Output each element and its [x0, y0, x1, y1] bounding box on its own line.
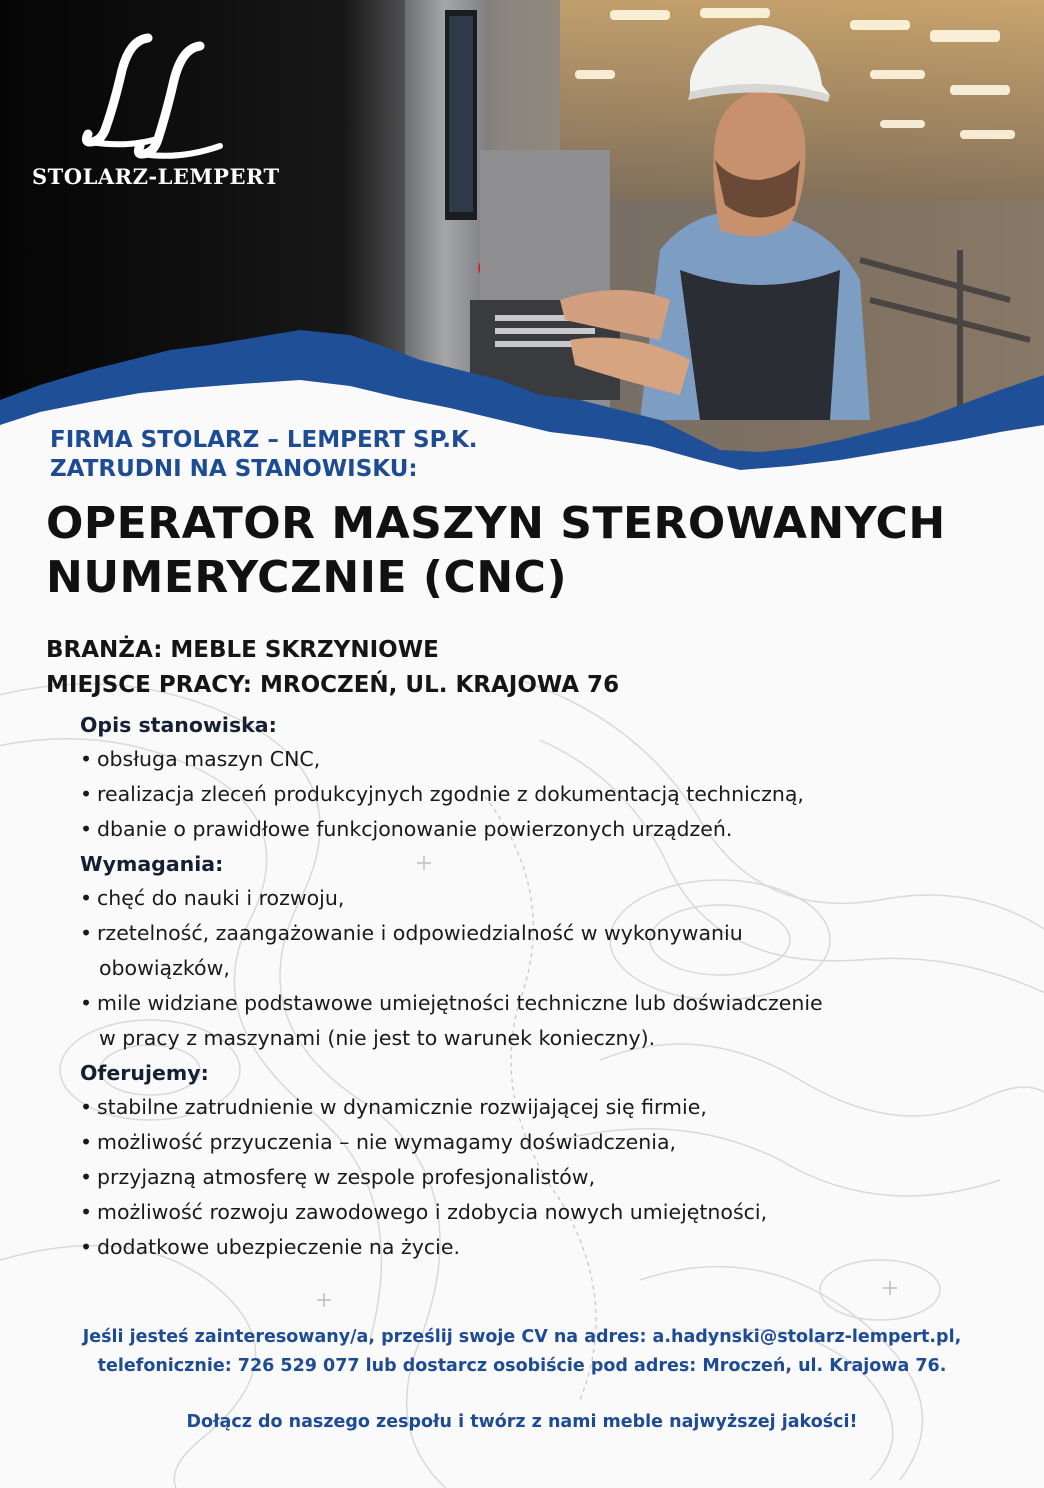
location-text: MIEJSCE PRACY: MROCZEŃ, UL. KRAJOWA 76	[46, 672, 620, 698]
bullet-icon: •	[80, 1200, 93, 1224]
requirements-heading: Wymagania:	[80, 852, 224, 876]
job-title-line-2: NUMERYCZNIE (CNC)	[46, 552, 568, 603]
intro-line-company: FIRMA STOLARZ – LEMPERT SP.K.	[50, 427, 478, 453]
contact-line-email: Jeśli jesteś zainteresowany/a, prześlij swoje CV na adres: a.hadynski@stolarz-lempert.pl,	[82, 1327, 962, 1347]
description-heading: Opis stanowiska:	[80, 713, 277, 737]
list-item: • chęć do nauki i rozwoju,	[80, 881, 823, 916]
logo-wordmark: STOLARZ-LEMPERT	[32, 164, 280, 189]
list-item: • dbanie o prawidłowe funkcjonowanie powierzonych urządzeń.	[80, 812, 823, 847]
intro-line-hiring: ZATRUDNI NA STANOWISKU:	[50, 456, 418, 482]
bullet-icon: •	[80, 1235, 93, 1259]
bullet-icon: •	[80, 747, 93, 771]
list-item: • obsługa maszyn CNC,	[80, 742, 823, 777]
list-item: • mile widziane podstawowe umiejętności techniczne lub doświadczenie w pracy z maszynami (nie jest to warunek konieczny).	[80, 986, 823, 1056]
job-title-line-1: OPERATOR MASZYN STEROWANYCH	[46, 498, 946, 549]
logo-monogram-icon	[60, 30, 260, 170]
list-item: • dodatkowe ubezpieczenie na życie.	[80, 1230, 823, 1265]
job-details	[80, 708, 823, 1265]
list-item: • stabilne zatrudnienie w dynamicznie rozwijającej się firmie,	[80, 1090, 823, 1125]
contact-line-phone: telefonicznie: 726 529 077 lub dostarcz osobiście pod adres: Mroczeń, ul. Krajowa 76.	[97, 1356, 947, 1376]
industry-text: BRANŻA: MEBLE SKRZYNIOWE	[46, 637, 439, 663]
list-item: • możliwość przyuczenia – nie wymagamy doświadczenia,	[80, 1125, 823, 1160]
bullet-icon: •	[80, 921, 93, 945]
bullet-icon: •	[80, 991, 93, 1015]
job-meta	[46, 633, 619, 703]
page-title	[46, 497, 1036, 605]
bullet-icon: •	[80, 1130, 93, 1154]
contact-info	[0, 1323, 1044, 1381]
bullet-icon: •	[80, 1095, 93, 1119]
bullet-icon: •	[80, 817, 93, 841]
list-item: • rzetelność, zaangażowanie i odpowiedzialność w wykonywaniu obowiązków,	[80, 916, 823, 986]
bullet-icon: •	[80, 1165, 93, 1189]
list-item: • realizacja zleceń produkcyjnych zgodnie z dokumentacją techniczną,	[80, 777, 823, 812]
bullet-icon: •	[80, 782, 93, 806]
intro-heading	[50, 426, 478, 484]
closing-slogan: Dołącz do naszego zespołu i twórz z nami meble najwyższej jakości!	[186, 1412, 858, 1432]
offer-heading: Oferujemy:	[80, 1061, 209, 1085]
list-item: • przyjazną atmosferę w zespole profesjonalistów,	[80, 1160, 823, 1195]
list-item: • możliwość rozwoju zawodowego i zdobycia nowych umiejętności,	[80, 1195, 823, 1230]
bullet-icon: •	[80, 886, 93, 910]
